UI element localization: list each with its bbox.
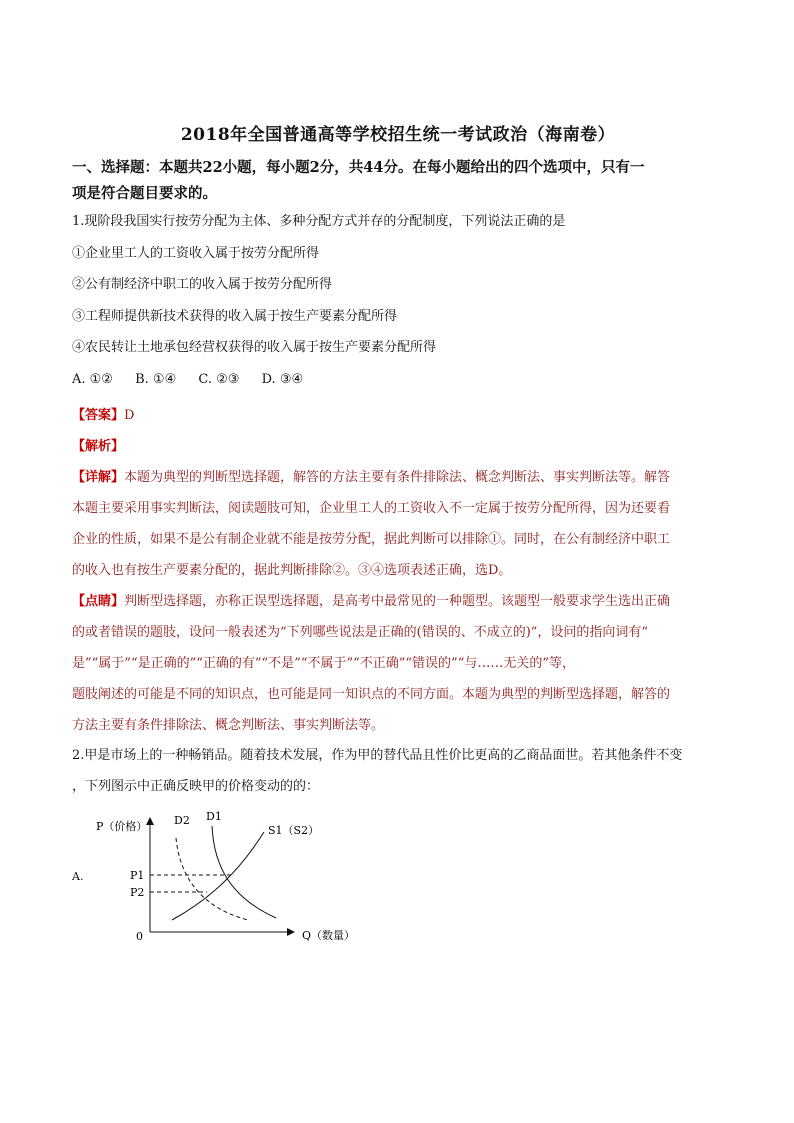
analysis-line — [72, 431, 724, 462]
q1-item-2: ②公有制经济中职工的收入属于按劳分配所得 — [72, 277, 333, 292]
detail-line-4: 的收入也有按生产要素分配的，据此判断排除②。③④选项表述正确，选D。 — [72, 563, 512, 578]
d2-label: D2 — [174, 813, 190, 827]
detail-line-1: 本题为典型的判断型选择题，解答的方法主要有条件排除法、概念判断法、事实判断法等。解答 — [124, 470, 671, 485]
point-tag: 【点睛】 — [72, 594, 125, 609]
point-line-4: 题肢阐述的可能是不同的知识点，也可能是同一知识点的不同方面。本题为典型的判断型选择题，解答的 — [72, 687, 671, 702]
y-axis-label: P（价格） — [96, 819, 148, 833]
point-line-2: 的或者错误的题肢，设问一般表述为“下列哪些说法是正确的(错误的、不成立的)”，设问的指向词有“ — [72, 625, 649, 640]
answer-line — [72, 400, 724, 431]
q1-option-a: A. ①② — [72, 371, 113, 387]
q1-stem: 1.现阶段我国实行按劳分配为主体、多种分配方式并存的分配制度，下列说法正确的是 — [72, 214, 566, 229]
point-line-5: 方法主要有条件排除法、概念判断法、事实判断法等。 — [72, 718, 385, 733]
point-block — [72, 586, 724, 741]
s-curve — [172, 832, 264, 920]
q1-option-b: B. ①④ — [135, 371, 177, 387]
page-title: 2018年全国普通高等学校招生统一考试政治（海南卷） — [180, 125, 616, 145]
supply-demand-diagram — [72, 808, 372, 948]
page-content — [72, 120, 724, 948]
q1-item-4: ④农民转让土地承包经营权获得的收入属于按生产要素分配所得 — [72, 340, 437, 355]
answer-value: D — [124, 408, 135, 423]
s-label: S1（S2） — [268, 823, 320, 837]
q1-item-1: ①企业里工人的工资收入属于按劳分配所得 — [72, 245, 320, 261]
detail-block — [72, 462, 724, 586]
d2-curve — [176, 838, 248, 920]
q1-options — [72, 369, 724, 391]
figure-a-option-label: A. — [72, 869, 84, 883]
point-line-3: 是”“属于”“是正确的”“正确的有”“不是”“不属于”“不正确”“错误的”“与……无关的”等， — [72, 656, 575, 671]
figure-a — [72, 808, 372, 948]
answer-tag: 【答案】 — [72, 408, 125, 423]
q2-stem-line-1: 2.甲是市场上的一种畅销品。随着技术发展，作为甲的替代品且性价比更高的乙商品面世。若其他条件不变 — [72, 748, 683, 763]
q2-stem-line-2: ，下列图示中正确反映甲的价格变动的的： — [72, 779, 320, 794]
detail-tag: 【详解】 — [72, 470, 125, 485]
p1-label: P1 — [130, 868, 145, 882]
section-line-2: 项是符合题目要求的。 — [72, 185, 217, 202]
q1-option-d: D. ③④ — [261, 371, 304, 387]
point-line-1: 判断型选择题，亦称正误型选择题，是高考中最常见的一种题型。该题型一般要求学生选出正确 — [124, 594, 671, 609]
section-heading — [72, 155, 724, 207]
q1-item-3: ③工程师提供新技术获得的收入属于按生产要素分配所得 — [72, 308, 398, 324]
detail-line-2: 本题主要采用事实判断法，阅读题肢可知，企业里工人的工资收入不一定属于按劳分配所得，因为还要看 — [72, 501, 671, 516]
p2-label: P2 — [130, 885, 145, 899]
analysis-tag: 【解析】 — [72, 439, 125, 454]
x-axis-label: Q（数量） — [302, 928, 356, 942]
section-line-1: 一、选择题：本题共22小题，每小题2分，共44分。在每小题给出的四个选项中，只有一 — [72, 159, 645, 176]
detail-line-3: 企业的性质，如果不是公有制企业就不能是按劳分配，据此判断可以排除①。同时，在公有制经济中职工 — [72, 532, 671, 547]
q2-stem — [72, 745, 724, 798]
d1-label: D1 — [206, 809, 222, 823]
q1-option-c: C. ②③ — [198, 371, 240, 387]
origin-label: 0 — [136, 929, 143, 943]
d1-curve — [212, 826, 276, 918]
